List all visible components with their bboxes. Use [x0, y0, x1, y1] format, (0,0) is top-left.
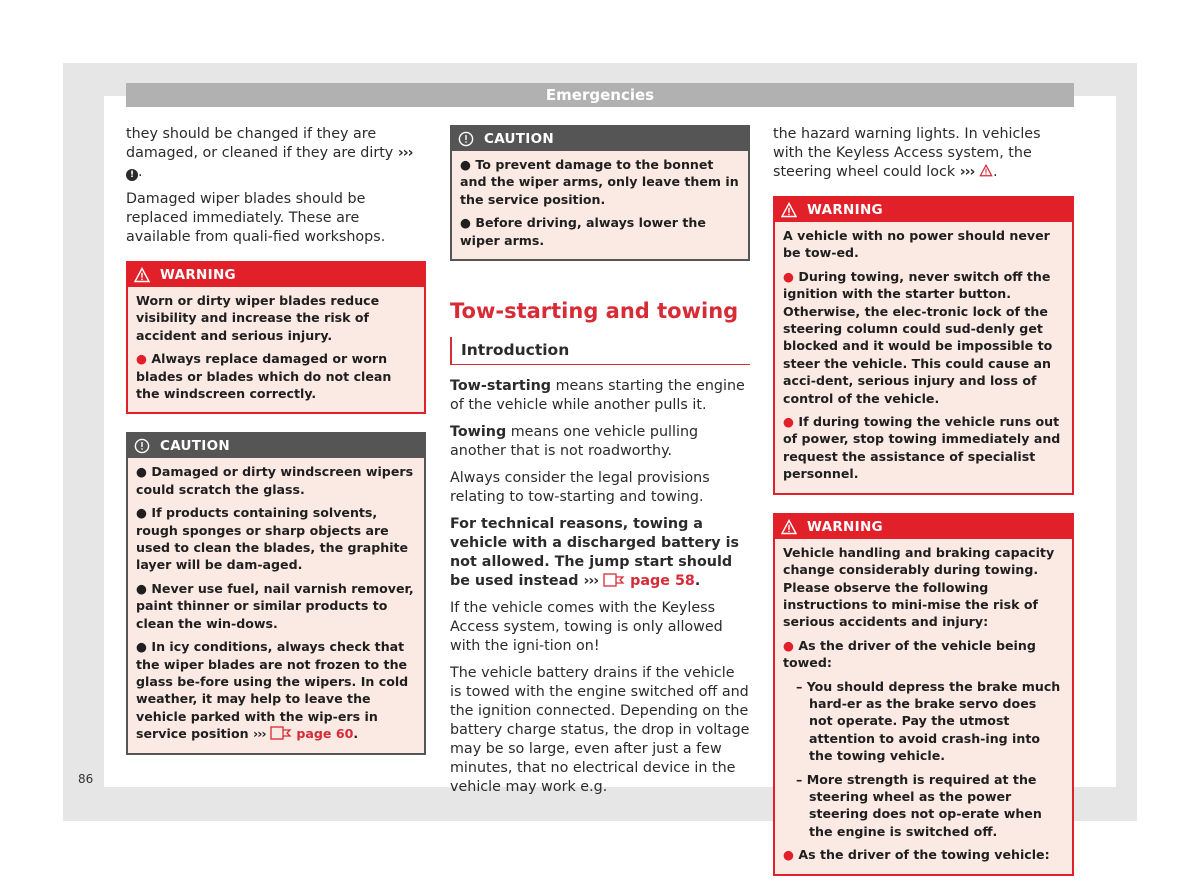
warning-triangle-icon — [134, 267, 150, 283]
warning-body — [128, 287, 424, 412]
bullet-icon: ● — [783, 414, 794, 430]
warning-lead: A vehicle with no power should never be tow-ed. — [783, 228, 1050, 261]
caution-header — [128, 434, 424, 458]
caution-item: ● To prevent damage to the bonnet and the wiper arms, only leave them in the service position. — [460, 157, 739, 207]
cross-ref-arrow: ››› — [583, 573, 599, 590]
subsection-title: Introduction — [450, 337, 750, 365]
page-reference-link[interactable]: page 60 — [296, 726, 354, 742]
warning-label: WARNING — [160, 267, 236, 283]
caution-header — [452, 127, 748, 151]
bullet-icon: ● — [136, 505, 147, 521]
page-number: 86 — [78, 772, 94, 786]
cross-ref-arrow: ››› — [397, 145, 413, 161]
caution-body — [128, 458, 424, 752]
caution-body — [452, 151, 748, 259]
warning-box — [773, 196, 1074, 495]
caution-label: CAUTION — [484, 131, 555, 147]
warning-header — [775, 198, 1072, 222]
caution-item: ● Before driving, always lower the wiper arms. — [460, 215, 706, 248]
warning-body — [775, 539, 1072, 874]
bullet-icon: ● — [783, 637, 794, 653]
caution-box — [450, 125, 750, 261]
warning-triangle-icon — [979, 164, 993, 177]
warning-item: ● Always replace damaged or worn blades or blades which do not clean the windscreen correctly. — [136, 351, 392, 402]
bullet-icon: ● — [783, 268, 794, 284]
page-reference-icon — [603, 573, 625, 587]
paragraph: they should be changed if they are damaged, or cleaned if they are dirty ››› ! . — [126, 126, 413, 180]
paragraph: the hazard warning lights. In vehicles with the Keyless Access system, the steering wheel could lock ››› . — [773, 126, 1041, 180]
warning-item: ● As the driver of the vehicle being towed: — [783, 637, 1036, 671]
caution-box — [126, 432, 426, 754]
chapter-header: Emergencies — [126, 83, 1074, 107]
bullet-icon: ● — [136, 580, 147, 596]
warning-subitem: – You should depress the brake much hard-er as the brake servo does not operate. Pay the utmost attention to avoid crash-ing into the towing vehicle. — [796, 678, 1061, 764]
warning-header — [128, 263, 424, 287]
warning-box — [773, 513, 1074, 876]
page-reference-icon — [270, 726, 292, 740]
warning-lead: Vehicle handling and braking capacity change considerably during towing. Please observe the following instructions to mini-mise the risk of serious accidents and injury: — [783, 544, 1055, 630]
warning-item: ● As the driver of the towing vehicle: — [783, 847, 1050, 863]
bullet-icon: ● — [136, 351, 147, 367]
column-1 — [126, 125, 426, 773]
paragraph: If the vehicle comes with the Keyless Access system, towing is only allowed with the igni-tion on! — [450, 600, 723, 655]
warning-label: WARNING — [807, 518, 883, 535]
caution-label: CAUTION — [160, 438, 231, 455]
paragraph: Towing means one vehicle pulling another that is not roadworthy. — [450, 424, 699, 460]
warning-subitem: – More strength is required at the steering wheel as the power steering does not op-erate when the engine is switched off. — [796, 771, 1042, 839]
term: Towing — [450, 424, 507, 441]
bullet-icon: ● — [783, 847, 794, 863]
warning-body — [775, 222, 1072, 493]
term: Tow-starting — [450, 378, 552, 395]
paragraph-text: they should be changed if they are damaged, or cleaned if they are dirty — [126, 126, 394, 161]
caution-item: ● In icy conditions, always check that the wiper blades are not frozen to the glass be-fore using the wipers. In cold weather, it may help to leave the vehicle parked with the wip-ers in service position ››› page 60. — [136, 639, 409, 742]
warning-triangle-icon — [781, 202, 797, 218]
warning-box — [126, 261, 426, 414]
warning-header — [775, 515, 1072, 539]
caution-info-icon — [458, 131, 474, 147]
paragraph: The vehicle battery drains if the vehicle is towed with the engine switched off and the ignition connected. Depending on the battery charge status, the drop in voltage may be so large, even after just a few minutes, that no electrical device in the vehicle may work e.g. — [450, 665, 750, 796]
caution-info-icon — [134, 438, 150, 454]
info-note-icon: ! — [126, 169, 138, 181]
warning-item: ● If during towing the vehicle runs out of power, stop towing immediately and request the assistance of specialist personnel. — [783, 414, 1061, 482]
bullet-icon: ● — [136, 639, 147, 655]
bullet-icon: ● — [460, 215, 471, 231]
bullet-icon: ● — [136, 464, 147, 480]
warning-lead: Worn or dirty wiper blades reduce visibility and increase the risk of accident and serious injury. — [136, 293, 380, 343]
column-2 — [450, 125, 750, 805]
cross-ref-arrow: ››› — [959, 164, 975, 180]
cross-ref-arrow: ››› — [253, 726, 266, 742]
bullet-icon: ● — [460, 157, 471, 172]
warning-triangle-icon — [781, 519, 797, 535]
page-reference-link[interactable]: page 58 — [630, 573, 695, 590]
caution-item: ● If products containing solvents, rough sponges or sharp objects are used to clean the blades, the graphite layer will be dam-aged. — [136, 505, 409, 573]
section-title: Tow-starting and towing — [450, 299, 739, 324]
paragraph: For technical reasons, towing a vehicle with a discharged battery is not allowed. The jump start should be used instead ››› page 58. — [450, 516, 740, 590]
caution-item: ● Damaged or dirty windscreen wipers could scratch the glass. — [136, 464, 414, 497]
warning-item: ● During towing, never switch off the ignition with the starter button. Otherwise, the elec-tronic lock of the steering column could sud-denly get blocked and it would be impossible to steer the vehicle. This could cause an acci-dent, serious injury and loss of control of the vehicle. — [783, 268, 1053, 406]
column-3 — [773, 125, 1074, 894]
caution-item: ● Never use fuel, nail varnish remover, paint thinner or similar products to clean the win-dows. — [136, 580, 414, 631]
warning-label: WARNING — [807, 202, 883, 218]
paragraph: Tow-starting means starting the engine of the vehicle while another pulls it. — [450, 378, 745, 414]
paragraph: Always consider the legal provisions relating to tow-starting and towing. — [450, 470, 710, 506]
paragraph: Damaged wiper blades should be replaced immediately. These are available from quali-fied workshops. — [126, 191, 386, 245]
